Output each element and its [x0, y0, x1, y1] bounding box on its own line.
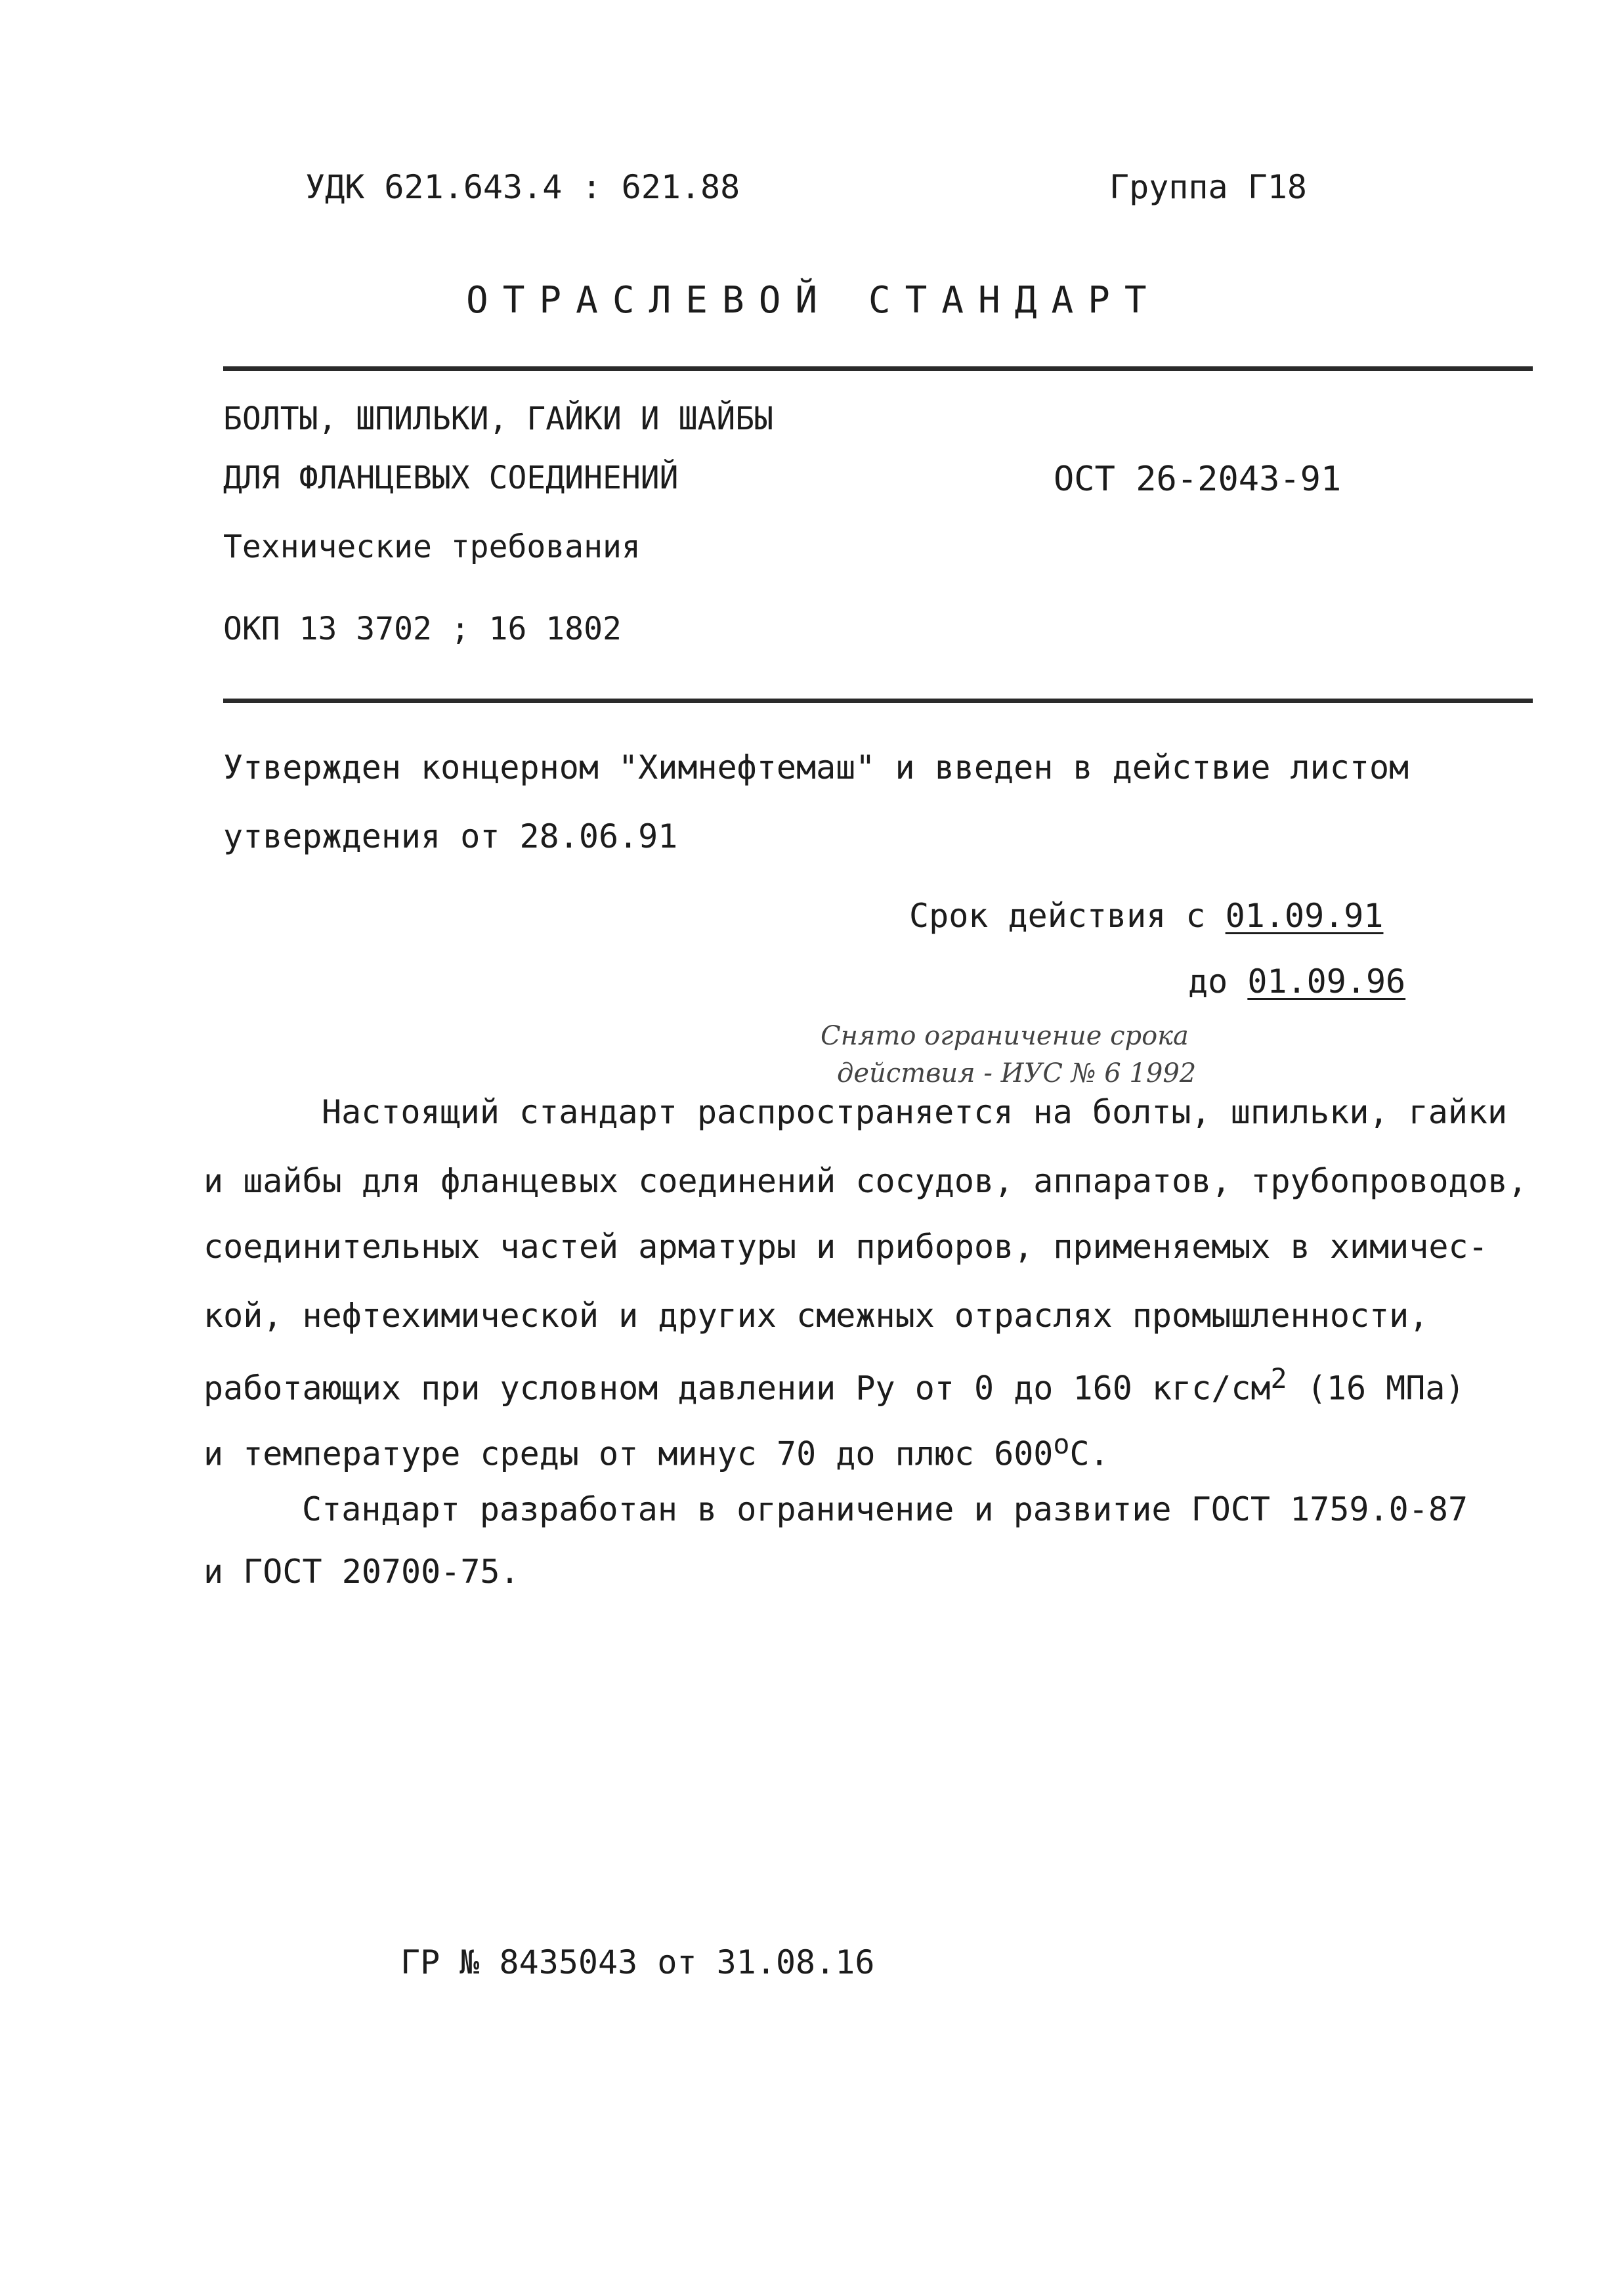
paragraph1-line5-tail: (16 МПа): [1287, 1369, 1465, 1408]
paragraph1-line1: Настоящий стандарт распространяется на болты, шпильки, гайки: [322, 1093, 1508, 1131]
validity-from-label: Срок действия с: [909, 897, 1206, 935]
validity-to-label: до: [1188, 962, 1228, 1001]
registration-number: ГР № 8435043 от 31.08.16: [400, 1943, 875, 1981]
degree-sign: о: [1053, 1428, 1070, 1460]
handwritten-note-line1: Снято ограничение срока: [821, 1021, 1189, 1051]
standard-title-line1: БОЛТЫ, ШПИЛЬКИ, ГАЙКИ И ШАЙБЫ: [223, 400, 774, 437]
validity-to-date: 01.09.96: [1247, 962, 1406, 1001]
group-code: Группа Г18: [1109, 168, 1308, 206]
standard-subtitle: Технические требования: [223, 528, 641, 565]
paragraph1-line2: и шайбы для фланцевых соединений сосудов, аппаратов, трубопроводов,: [203, 1162, 1528, 1200]
standard-title-line2: ДЛЯ ФЛАНЦЕВЫХ СОЕДИНЕНИЙ: [223, 460, 679, 496]
paragraph1-line3: соединительных частей арматуры и приборов, применяемых в химичес-: [203, 1228, 1488, 1266]
handwritten-note-line2: действия - ИУС № 6 1992: [837, 1058, 1197, 1089]
paragraph1-line6-text: и температуре среды от минус 70 до плюс 600: [203, 1434, 1054, 1473]
paragraph1-line5-text: работающих при условном давлении Ру от 0 до 160 кгс/см: [203, 1369, 1271, 1408]
approval-line1: Утвержден концерном "Химнефтемаш" и введен в действие листом: [223, 748, 1409, 787]
paragraph1-line6: [203, 1428, 1109, 1473]
paragraph1-line5: [203, 1362, 1465, 1408]
paragraph2-line2: и ГОСТ 20700-75.: [203, 1553, 520, 1591]
paragraph1-line6-tail: С.: [1069, 1434, 1109, 1473]
standard-designation: ОСТ 26-2043-91: [1054, 460, 1342, 499]
superscript-power: 2: [1270, 1362, 1287, 1394]
paragraph2-line1: Стандарт разработан в ограничение и развитие ГОСТ 1759.0-87: [302, 1490, 1468, 1528]
divider-top: [223, 366, 1533, 371]
divider-bottom: [223, 699, 1533, 703]
udk-code: УДК 621.643.4 : 621.88: [305, 168, 740, 206]
validity-to: [1188, 962, 1405, 1001]
paragraph1-line4: кой, нефтехимической и других смежных отраслях промышленности,: [203, 1297, 1429, 1335]
validity-from-date: 01.09.91: [1225, 897, 1384, 935]
approval-line2: утверждения от 28.06.91: [223, 817, 678, 855]
validity-from: [909, 896, 1383, 936]
page-title: ОТРАСЛЕВОЙ СТАНДАРТ: [466, 279, 1161, 322]
okp-code: ОКП 13 3702 ; 16 1802: [223, 611, 622, 647]
